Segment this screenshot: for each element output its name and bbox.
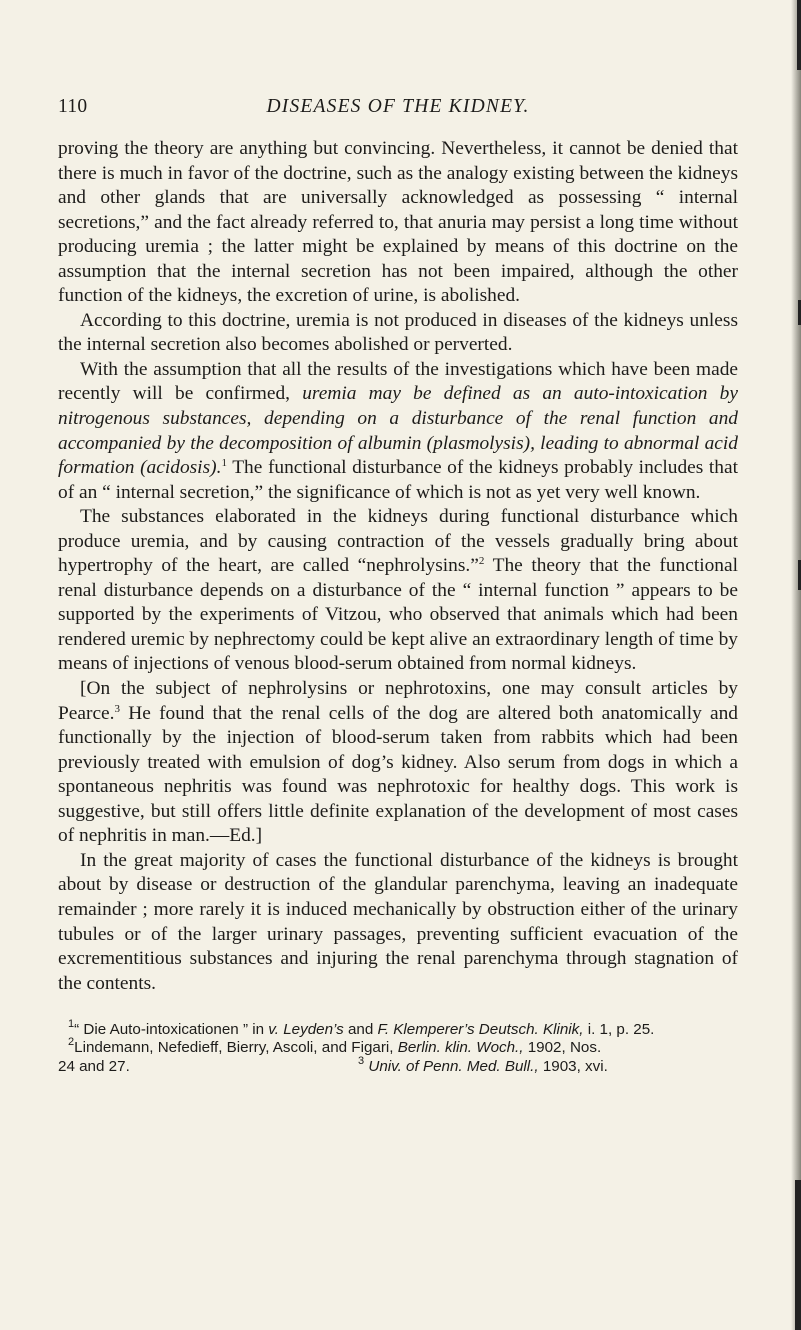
footnote-2-year: 1902, Nos. bbox=[523, 1039, 602, 1057]
footnotes bbox=[58, 1018, 738, 1076]
paragraph-5-editor-note bbox=[58, 677, 738, 849]
spine-mark-top bbox=[797, 0, 801, 70]
footnote-3-year: 1903, xvi. bbox=[538, 1057, 608, 1075]
footnote-1 bbox=[58, 1018, 738, 1039]
footnote-row-last bbox=[58, 1054, 738, 1076]
page-header bbox=[58, 96, 738, 124]
paragraph-3-tail: The functional disturbance of the kidneys probably includes that of an “ internal secretion,” the significance of which is not as yet very well known. bbox=[58, 457, 738, 503]
footnote-2-authors: Lindemann, Nefedieff, Bierry, Ascoli, and Figari, bbox=[74, 1039, 398, 1057]
paragraph-4-lead: The substances elaborated in the kidneys during functional disturbance which produce uremia, and by causing contraction of the vessels gradually bring about hypertrophy of the heart, are called “nephrolysins.” bbox=[58, 506, 738, 577]
footnote-ref-3: 3 bbox=[114, 702, 121, 715]
footnote-1-and: and bbox=[343, 1021, 378, 1038]
footnote-3-source: Univ. of Penn. Med. Bull., bbox=[368, 1057, 539, 1075]
footnote-1-pages: i. 1, p. 25. bbox=[583, 1021, 655, 1038]
footnote-1-source: F. Klemperer’s Deutsch. Klinik, bbox=[377, 1021, 584, 1038]
footnote-ref-1: 1 bbox=[221, 457, 227, 470]
paragraph-3-lead: With the assumption that all the results of the investigations which have been made recently will be confirmed, bbox=[58, 358, 738, 405]
paragraph-2: According to this doctrine, uremia is not produced in diseases of the kidneys unless the internal secretion also becomes abolished or perverted. bbox=[58, 309, 738, 356]
footnote-2 bbox=[58, 1036, 738, 1057]
footnote-2-mark: 2 bbox=[68, 1036, 75, 1049]
paragraph-5-lead: [On the subject of nephrolysins or nephrotoxins, one may consult articles by Pearce. bbox=[58, 678, 738, 724]
footnote-1-author: v. Leyden’s bbox=[268, 1021, 344, 1038]
paragraph-1: proving the theory are anything but convincing. Nevertheless, it cannot be denied that there is much in favor of the doctrine, such as the analogy existing between the kidneys and other glands that are universally acknowledged as possessing “ internal secretions,” and the fact already referred to, that anuria may persist a long time without producing uremia ; the latter might be explained by means of this doctrine on the assumption that the internal secretion has not been impaired, although the other function of the kidneys, the excretion of urine, is abolished. bbox=[58, 138, 738, 307]
footnote-3-mark: 3 bbox=[358, 1054, 365, 1067]
footnote-1-text: “ Die Auto-intoxicationen ” in bbox=[74, 1021, 269, 1038]
paragraph-5-tail: He found that the renal cells of the dog are altered both anatomically and functionally by the injection of blood-serum taken from rabbits which had been previously treated with emulsion of dog’s kidney. Also serum from dogs in which a spontaneous nephritis was found was nephrotoxic for healthy dogs. This work is suggestive, but still offers little definite explanation of the development of most cases of nephritis in man.—Ed.] bbox=[58, 702, 738, 847]
body-text bbox=[58, 137, 738, 996]
page-number: 110 bbox=[58, 96, 88, 117]
footnote-1-mark: 1 bbox=[68, 1018, 75, 1030]
footnote-3 bbox=[358, 1054, 608, 1076]
footnote-ref-2: 2 bbox=[478, 555, 485, 568]
running-head: DISEASES OF THE KIDNEY. bbox=[266, 96, 530, 117]
uremia-definition: uremia may be defined as an auto-intoxication by nitrogenous substances, depending on a disturbance of the renal function and accompanied by the decomposition of albumin (plasmolysis), leading to abnormal acid formation (acidosis). bbox=[58, 383, 738, 479]
footnote-2-source: Berlin. klin. Woch., bbox=[397, 1039, 524, 1057]
book-page bbox=[58, 0, 738, 1330]
paragraph-4-tail: The theory that the functional renal disturbance depends on a disturbance of the “ internal function ” appears to be supported by the experiments of Vitzou, who observed that animals which had been rendered uremic by nephrectomy could be kept alive an extraordinary length of time by means of injections of venous blood-serum obtained from normal kidneys. bbox=[58, 555, 738, 675]
paragraph-4 bbox=[58, 505, 738, 677]
spine-mark-bottom bbox=[795, 1180, 801, 1330]
paragraph-3 bbox=[58, 358, 738, 505]
page-spine-shadow bbox=[791, 0, 801, 1330]
paragraph-6: In the great majority of cases the functional disturbance of the kidneys is brought about by disease or destruction of the glandular parenchyma, leaving an inadequate remainder ; more rarely it is induced mechanically by obstruction either of the urinary tubules or of the larger urinary passages, preventing sufficient evacuation of the excrementitious substances and injuring the renal parenchyma through stagnation of the contents. bbox=[58, 849, 738, 994]
footnote-2-continuation: 24 and 27. bbox=[58, 1057, 130, 1075]
